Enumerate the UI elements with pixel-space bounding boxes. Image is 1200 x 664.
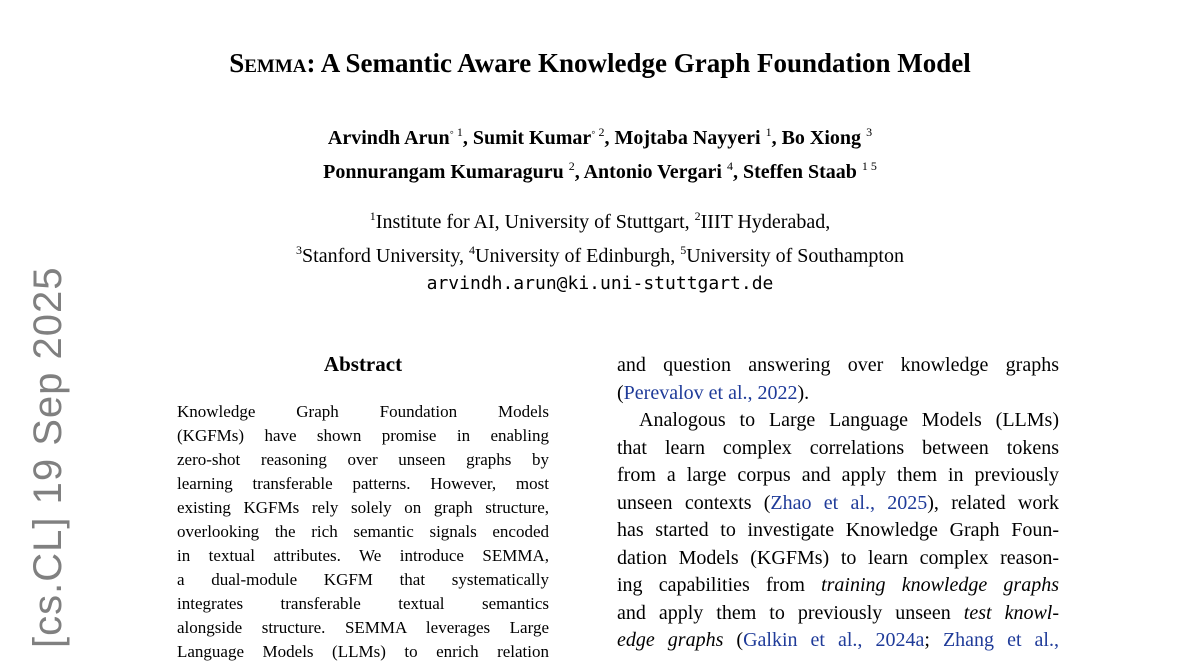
affil-number: 5 bbox=[680, 243, 687, 257]
affil-name: University of Edinburgh, bbox=[475, 245, 681, 267]
abstract-line: Language Models (LLMs) to enrich relation bbox=[177, 642, 549, 661]
abstract-line: integrates transferable textual semantics bbox=[177, 594, 549, 613]
affil-name: University of Southampton bbox=[686, 245, 904, 267]
author-list bbox=[0, 118, 1200, 186]
body-text: ; bbox=[924, 629, 943, 651]
body-line: Analogous to Large Language Models (LLMs) bbox=[639, 409, 1059, 431]
citation-link[interactable]: Perevalov et al., 2022 bbox=[623, 381, 798, 404]
author-line-2 bbox=[0, 152, 1200, 186]
affil-name: IIIT Hyderabad, bbox=[700, 211, 831, 233]
author-name: , Steffen Staab bbox=[732, 161, 862, 183]
body-text: ), related work bbox=[927, 491, 1059, 514]
abstract-line: zero-shot reasoning over unseen graphs by bbox=[177, 450, 549, 469]
abstract-line: (KGFMs) have shown promise in enabling bbox=[177, 426, 549, 445]
author-affil-mark: ◦ 1 bbox=[449, 125, 463, 139]
body-line bbox=[617, 572, 1059, 600]
title-rest: : A Semantic Aware Knowledge Graph Foundation Model bbox=[306, 48, 971, 78]
author-affil-mark: 3 bbox=[866, 125, 873, 139]
author-name: Ponnurangam Kumaraguru bbox=[323, 161, 569, 183]
abstract-line: overlooking the rich semantic signals encoded bbox=[177, 522, 549, 541]
affiliation-line-2 bbox=[0, 236, 1200, 270]
body-line bbox=[617, 600, 1059, 628]
abstract-heading: Abstract bbox=[323, 352, 403, 376]
body-line: from a large corpus and apply them in previously bbox=[617, 464, 1059, 486]
abstract-line: in textual attributes. We introduce SEMMA, bbox=[177, 546, 549, 565]
author-affil-mark: ◦ 2 bbox=[591, 125, 605, 139]
affil-number: 2 bbox=[694, 209, 701, 223]
abstract-body bbox=[177, 400, 549, 664]
affil-name: Institute for AI, University of Stuttgart, bbox=[375, 211, 695, 233]
intro-column bbox=[617, 352, 1059, 655]
affiliations bbox=[0, 202, 1200, 298]
contact-email[interactable]: arvindh.arun@ki.uni-stuttgart.de bbox=[426, 273, 774, 294]
body-emphasis: test knowl- bbox=[963, 601, 1059, 624]
body-emphasis: edge graphs bbox=[617, 629, 724, 651]
citation-link[interactable]: Galkin et al., 2024a bbox=[743, 629, 925, 651]
body-line: has started to investigate Knowledge Graph Foun- bbox=[617, 519, 1059, 541]
paper-title bbox=[0, 48, 1200, 79]
affil-number: 3 bbox=[296, 243, 303, 257]
author-affil-mark: 1 bbox=[765, 125, 772, 139]
citation-link[interactable]: Zhang et al., bbox=[942, 629, 1059, 651]
body-line bbox=[617, 627, 1059, 655]
body-line: that learn complex correlations between tokens bbox=[617, 436, 1059, 459]
author-name: , Sumit Kumar bbox=[462, 127, 592, 149]
body-line: (Perevalov et al., 2022). bbox=[617, 381, 810, 404]
body-line: and question answering over knowledge graphs bbox=[617, 354, 1059, 376]
body-line: dation Models (KGFMs) to learn complex reason- bbox=[617, 546, 1059, 569]
affil-name: Stanford University, bbox=[302, 245, 470, 267]
author-affil-mark: 1 5 bbox=[861, 159, 877, 173]
abstract-line: a dual-module KGFM that systematically bbox=[177, 570, 549, 589]
citation-link[interactable]: Zhao et al., 2025 bbox=[770, 491, 928, 514]
author-name: , Bo Xiong bbox=[771, 127, 867, 149]
abstract-line: alongside structure. SEMMA leverages Large bbox=[177, 618, 549, 637]
abstract-line: learning transferable patterns. However, most bbox=[177, 474, 549, 493]
arxiv-sidebar-stamp: [cs.CL] 19 Sep 2025 bbox=[26, 266, 70, 648]
affil-number: 1 bbox=[369, 209, 376, 223]
abstract-line: Knowledge Graph Foundation Models bbox=[177, 402, 549, 421]
body-text: unseen contexts ( bbox=[617, 491, 771, 514]
abstract-line: existing KGFMs rely solely on graph structure, bbox=[177, 498, 549, 517]
body-text: ing capabilities from bbox=[617, 574, 822, 596]
author-name: , Antonio Vergari bbox=[574, 161, 727, 183]
affiliation-line-1 bbox=[0, 202, 1200, 236]
author-name: , Mojtaba Nayyeri bbox=[604, 127, 766, 149]
author-name: Arvindh Arun bbox=[327, 127, 450, 149]
body-text: and apply them to previously unseen bbox=[617, 601, 964, 624]
body-line bbox=[617, 490, 1059, 518]
author-line-1 bbox=[0, 118, 1200, 152]
author-affil-mark: 2 bbox=[568, 159, 575, 173]
author-affil-mark: 4 bbox=[726, 159, 733, 173]
title-model-name: Semma bbox=[229, 48, 307, 78]
affil-number: 4 bbox=[469, 243, 476, 257]
body-emphasis: training knowledge graphs bbox=[821, 574, 1059, 596]
body-text: ( bbox=[723, 629, 744, 651]
